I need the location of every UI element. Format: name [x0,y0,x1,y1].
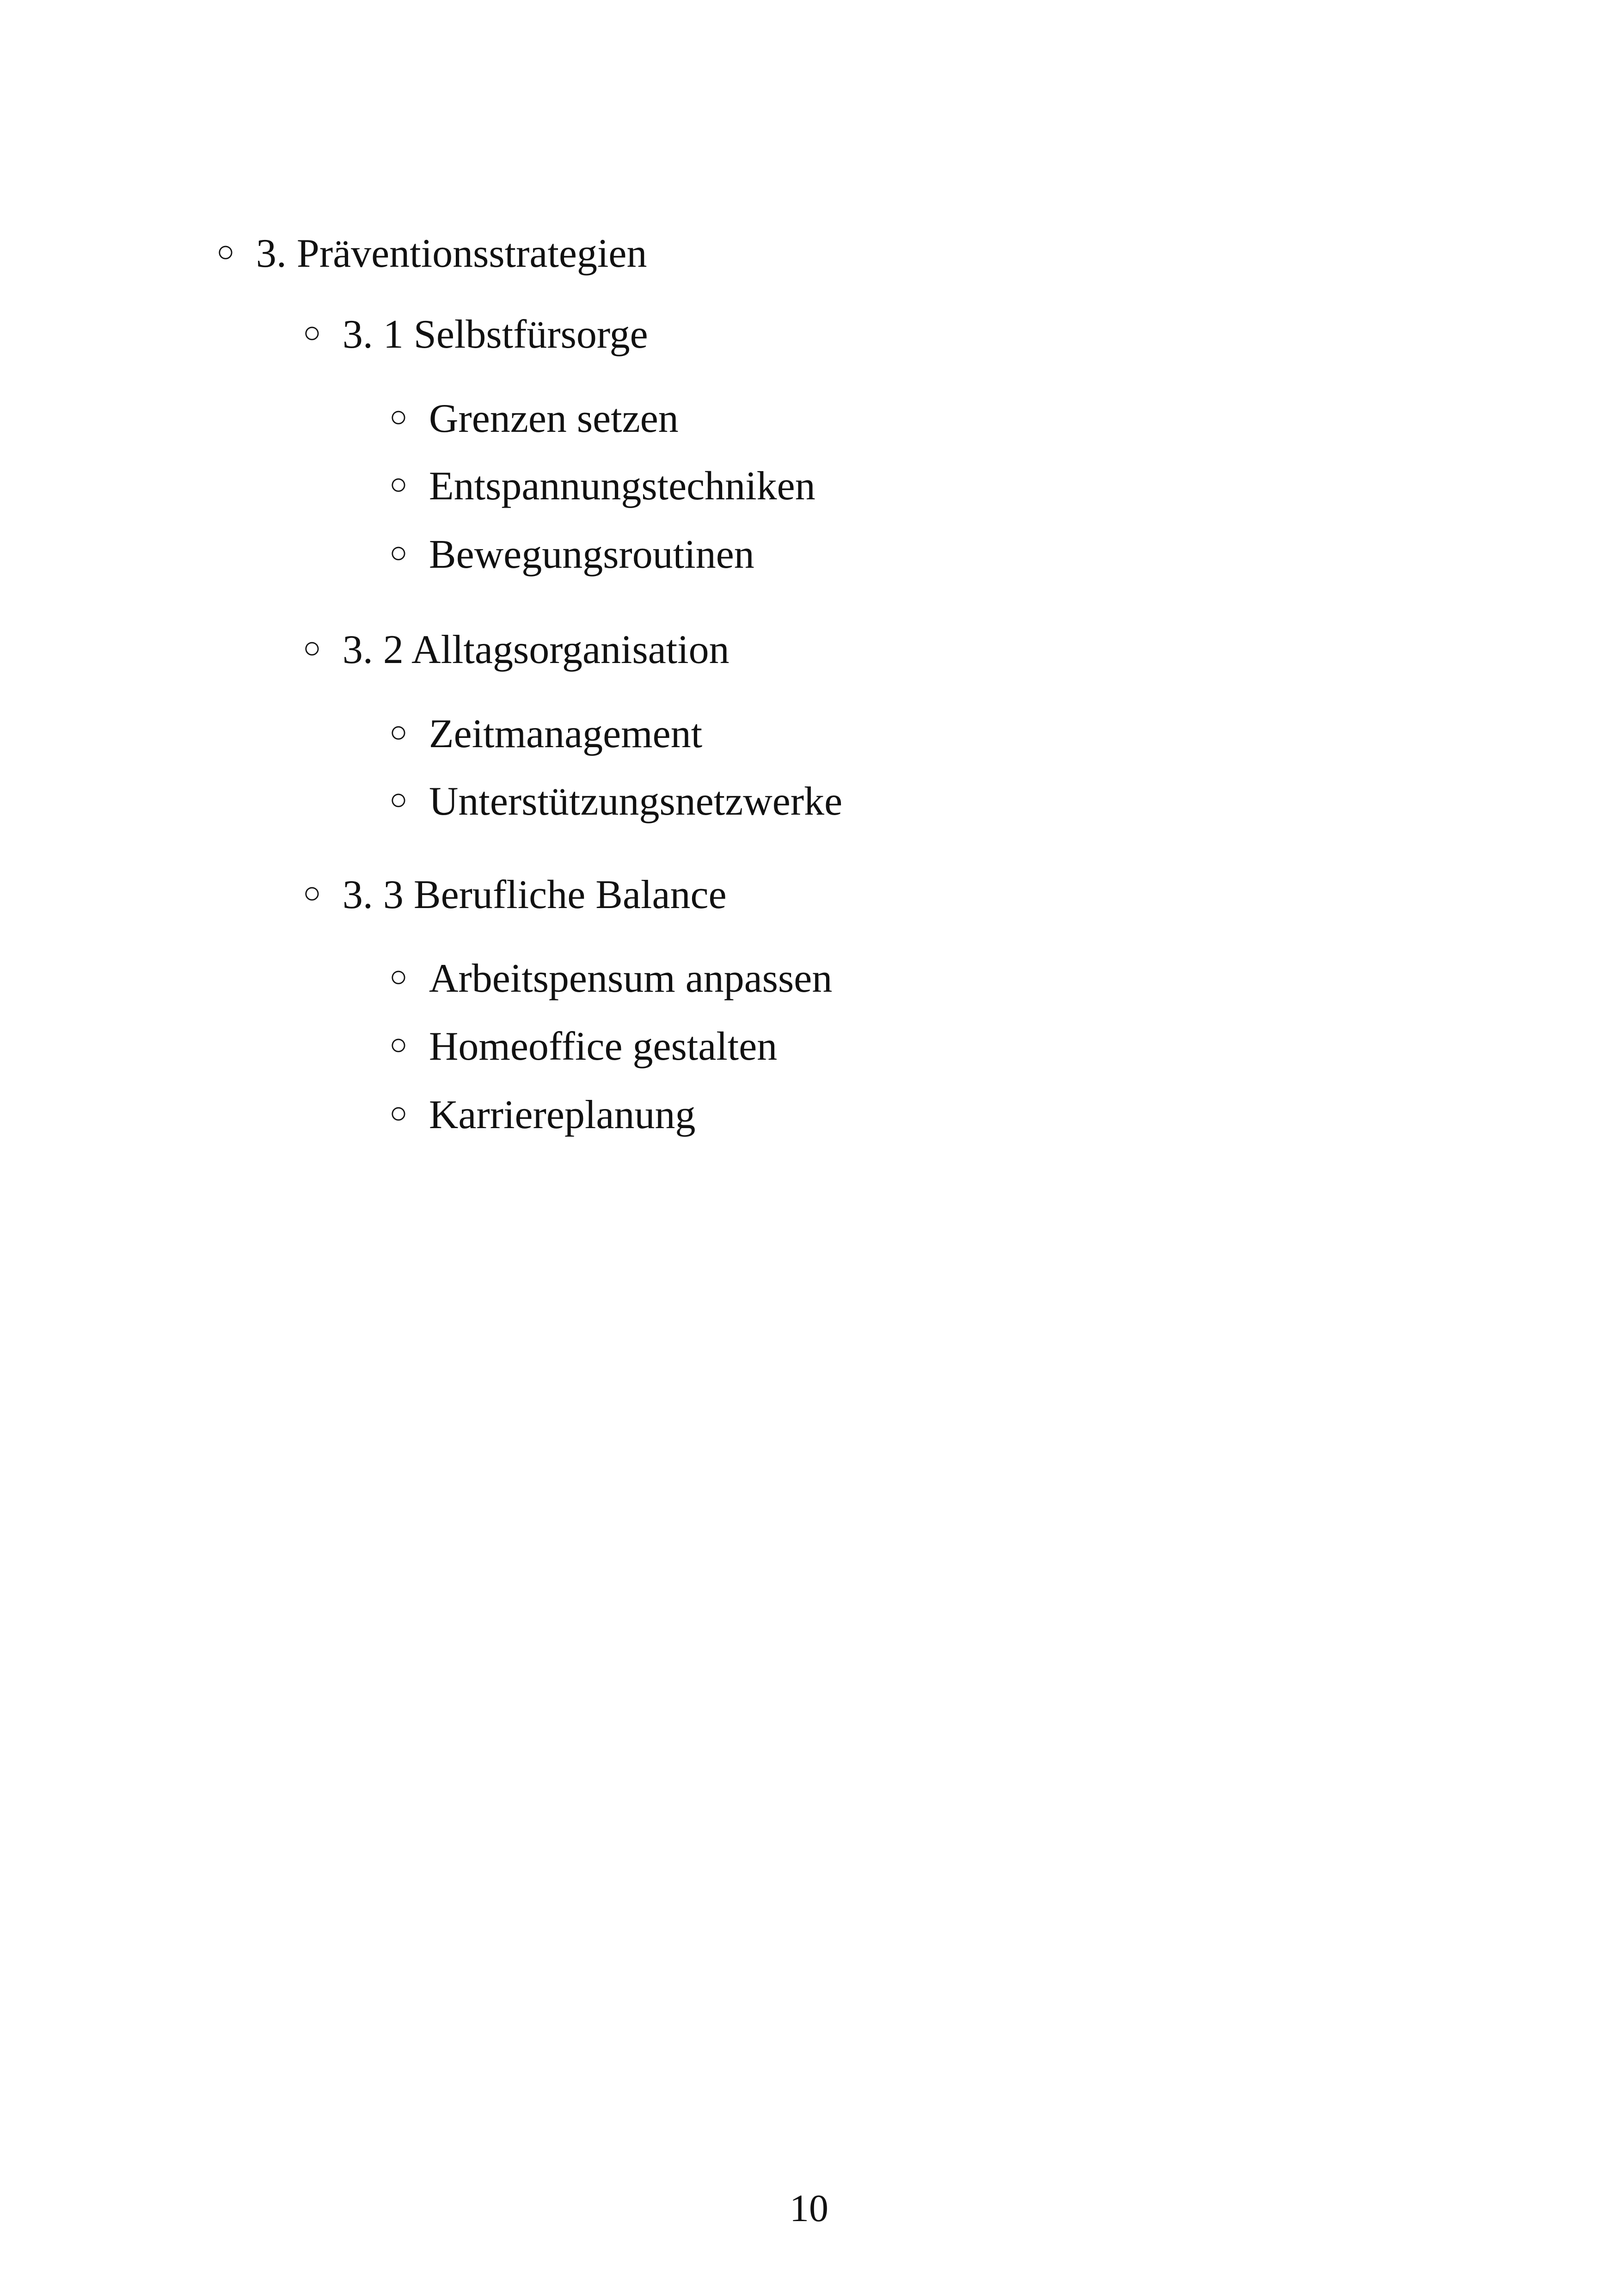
outline-item-label: Homeoffice gestalten [429,1024,778,1069]
hollow-circle-bullet-icon: ○ [389,536,408,570]
outline-item-label: Bewegungsroutinen [429,532,754,577]
outline-item-label: Entspannungstechniken [429,464,815,509]
outline-item-label: Karriereplanung [429,1093,696,1137]
hollow-circle-bullet-icon: ○ [216,235,235,269]
subsection-title: 3. 2 Alltagsorganisation [342,627,729,672]
hollow-circle-bullet-icon: ○ [389,783,408,816]
hollow-circle-bullet-icon: ○ [303,631,321,665]
subsection-title: 3. 1 Selbstfürsorge [342,312,648,357]
hollow-circle-bullet-icon: ○ [303,876,321,910]
hollow-circle-bullet-icon: ○ [389,400,408,434]
outline-item [389,466,815,507]
hollow-circle-bullet-icon: ○ [303,316,321,350]
outline-subsection [303,627,729,672]
hollow-circle-bullet-icon: ○ [389,467,408,501]
hollow-circle-bullet-icon: ○ [389,1028,408,1062]
outline-item [389,534,754,575]
outline-item-label: Grenzen setzen [429,396,679,441]
page-number: 10 [790,2187,828,2230]
outline-subsection [303,314,648,355]
outline-subsection [303,872,727,917]
outline-item [389,396,679,441]
hollow-circle-bullet-icon: ○ [389,960,408,994]
section-title: 3. Präventionsstrategien [256,231,647,276]
hollow-circle-bullet-icon: ○ [389,1096,408,1130]
outline-item [389,958,832,999]
outline-item-label: Arbeitspensum anpassen [429,956,833,1001]
outline-item-label: Unterstützungsnetzwerke [429,779,843,824]
subsection-title: 3. 3 Berufliche Balance [342,872,727,917]
outline-section [216,233,647,274]
hollow-circle-bullet-icon: ○ [389,715,408,749]
outline-item-label: Zeitmanagement [429,712,703,756]
outline-item [389,1095,695,1136]
outline-item [389,1026,777,1067]
outline-item [389,781,842,822]
outline-item [389,714,702,755]
